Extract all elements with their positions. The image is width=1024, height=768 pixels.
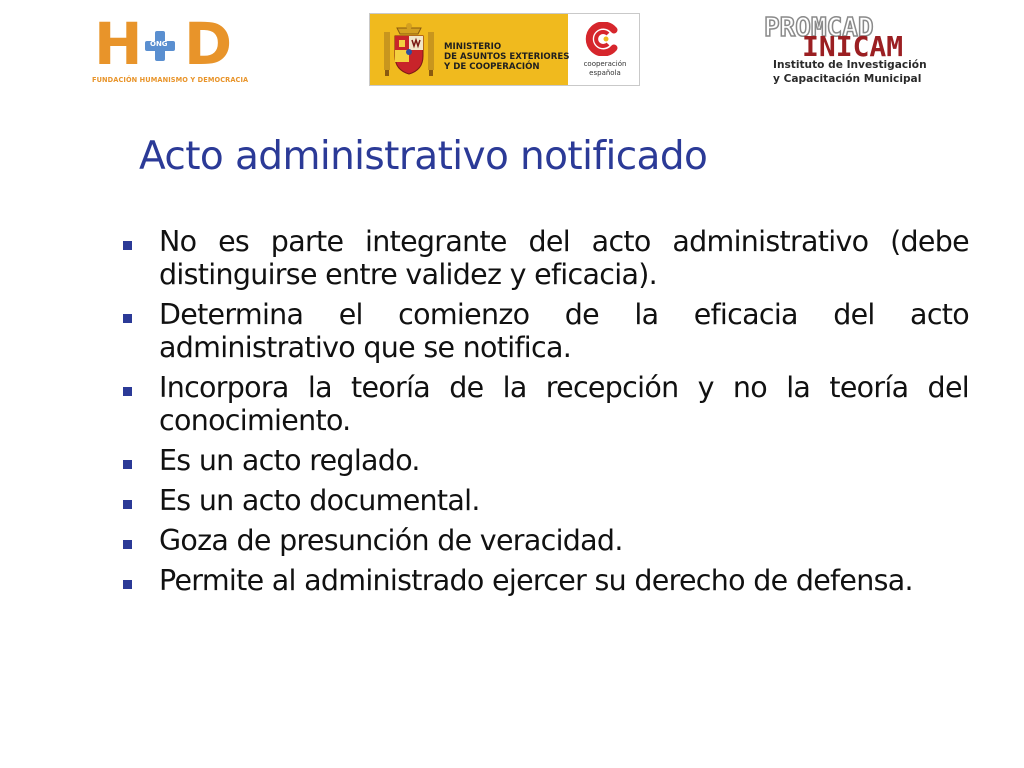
square-bullet-icon [123,314,132,323]
square-bullet-icon [123,460,132,469]
bullet-text: Goza de presunción de veracidad. [159,524,623,557]
bullet-text: Es un acto reglado. [159,444,420,477]
cooperacion-text [569,60,641,78]
ministerio-band [370,14,568,85]
bullet-item [119,225,969,291]
hd-logo-badge: ONG [150,40,168,48]
inicam-wordmark: INICAM [802,30,904,63]
bullet-item [119,444,969,477]
promcad-wordmark: PROMCAD [764,13,874,43]
ministerio-logo [369,13,640,86]
square-bullet-icon [123,540,132,549]
bullet-text: Incorpora la teoría de la recepción y no la teoría del conocimiento. [159,371,969,437]
bullet-text: Permite al administrado ejercer su derecho de defensa. [159,564,913,597]
ministerio-line: DE ASUNTOS EXTERIORES [444,52,570,62]
ministerio-line: Y DE COOPERACIÓN [444,62,540,72]
inicam-logo [764,14,940,88]
square-bullet-icon [123,241,132,250]
bullet-text: Determina el comienzo de la eficacia del acto administrativo que se notifica. [159,298,969,364]
bullet-item [119,484,969,517]
slide-title: Acto administrativo notificado [139,134,708,179]
square-bullet-icon [123,500,132,509]
ministerio-line: MINISTERIO [444,42,502,52]
bullet-list [119,225,969,604]
cooperacion-icon [584,22,624,56]
bullet-item [119,524,969,557]
square-bullet-icon [123,387,132,396]
square-bullet-icon [123,580,132,589]
bullet-text: No es parte integrante del acto administrativo (debe distinguirse entre validez y eficacia). [159,225,969,291]
ministerio-text [444,42,569,72]
hd-logo-letter-d: D [184,10,231,78]
bullet-item [119,298,969,364]
bullet-text: Es un acto documental. [159,484,480,517]
bullet-item [119,371,969,437]
inicam-subtitle-line: Instituto de Investigación [773,59,927,71]
hd-logo-letter-h: H [94,10,141,78]
cooperacion-line: española [589,69,621,77]
bullet-item [119,564,969,597]
hd-logo [92,10,249,86]
hd-logo-caption: FUNDACIÓN HUMANISMO Y DEMOCRACIA [92,76,249,84]
coat-of-arms-icon [382,22,436,78]
cooperacion-line: cooperación [583,60,627,68]
inicam-subtitle [773,58,927,86]
inicam-subtitle-line: y Capacitación Municipal [773,73,922,85]
